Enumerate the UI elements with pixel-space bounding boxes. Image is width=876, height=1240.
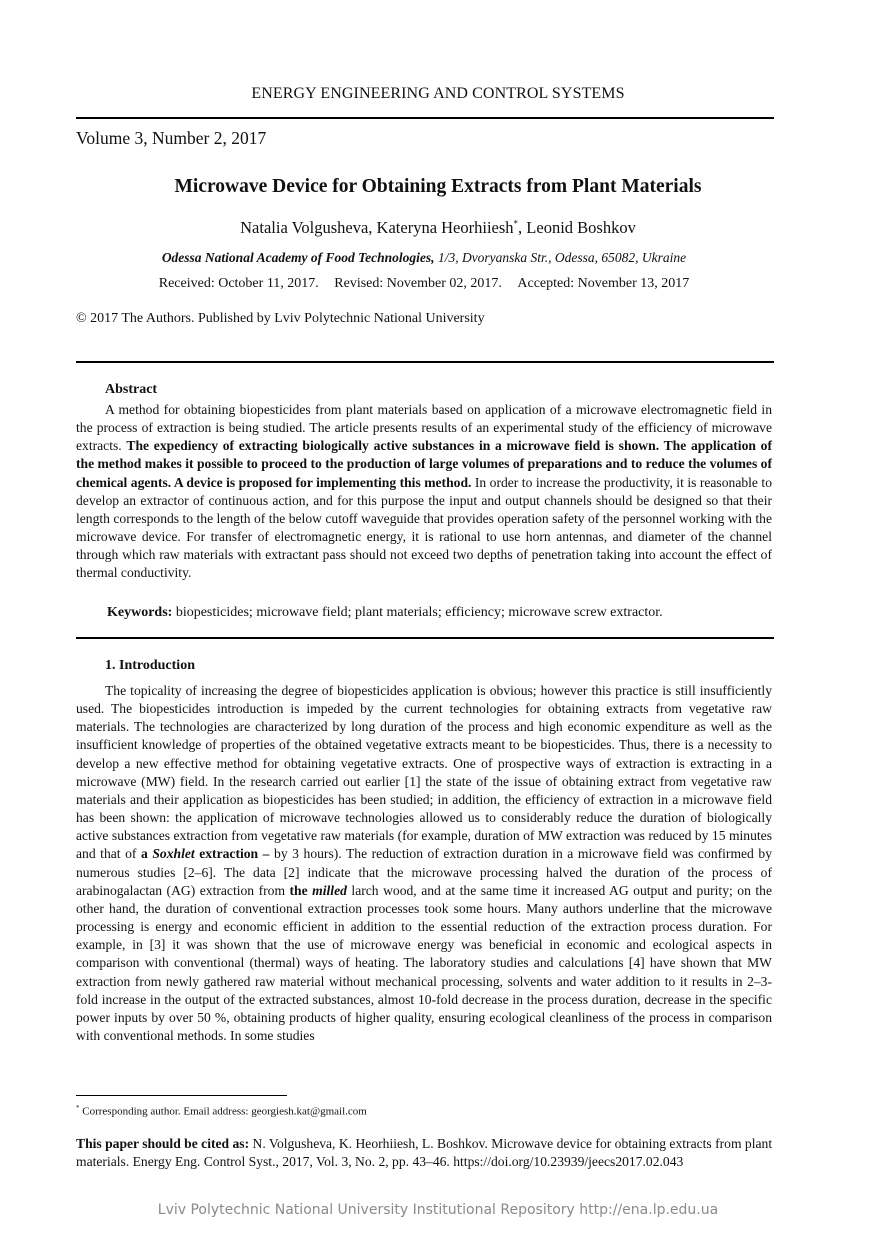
introduction-body [76, 682, 772, 1045]
abstract-body [76, 401, 772, 583]
intro-text-1: The topicality of increasing the degree of biopesticides application is obvious; however this practice is still insufficiently used. The biopesticides introduction is impeded by the current technologies for obtaining extracts from vegetative raw materials. The technologies are characterized by long duration of the process and high economic expenditure as well as the insufficient knowledge of properties of the obtained vegetative extracts meant to be biopesticides. Thus, there is a necessity to develop a new effective method for obtaining vegetative extracts. One of prospective ways of extraction is extracting in a microwave (MW) field. In the research carried out earlier [1] the state of the issue of obtaining extract from vegetative raw materials and their application as biopesticides has been studied; in addition, the efficiency of extraction in a microwave field has been shown: the application of microwave technologies allowed us to considerably reduce the duration of biologically active substances extraction from vegetative raw materials (for example, duration of MW extraction was reduced by 15 minutes and that of [76, 683, 772, 862]
author-list [0, 218, 876, 238]
repository-footer: Lviv Polytechnic National University Institutional Repository http://ena.lp.edu.ua [157, 1202, 719, 1218]
milled-term: milled [312, 882, 347, 898]
footnote-mark: * [76, 1104, 80, 1112]
abstract-text-bold: The expediency of extracting biologically active substances in a microwave field is shown. The application of the method makes it possible to proceed to the production of large volumes of preparations and to reduce the volumes of chemical agents. A device is proposed for implementing this method. [76, 438, 772, 490]
affiliation-address: 1/3, Dvoryanska Str., Odessa, 65082, Ukraine [434, 250, 687, 265]
journal-name: ENERGY ENGINEERING AND CONTROL SYSTEMS [251, 85, 625, 102]
introduction-paragraph [76, 682, 772, 1045]
soxhlet-phrase [141, 846, 269, 861]
volume-info: Volume 3, Number 2, 2017 [76, 128, 267, 148]
authors-text: Natalia Volgusheva, Kateryna Heorhiiesh [240, 218, 514, 237]
article-dates [0, 276, 848, 292]
soxhlet-pre: a [141, 846, 153, 862]
corresponding-mark: * [513, 218, 519, 229]
copyright-line: © 2017 The Authors. Published by Lviv Polytechnic National University [76, 311, 485, 326]
abstract-text-2: In order to increase the productivity, it is reasonable to develop an extractor of continuous action, and for this purpose the input and output channels should be designed so that their length corresponds to the length of the below cutoff waveguide that provides operation safety of the personnel working with the microwave device. For transfer of electromagnetic energy, it is rational to use horn antennas, and diameter of the channel through which raw materials with extractant pass should not exceed two depths of penetration taking into account the effect of thermal conductivity. [76, 474, 772, 581]
section-heading-introduction: 1. Introduction [105, 658, 195, 673]
accepted-date: Accepted: November 13, 2017 [517, 276, 690, 291]
affiliation-name: Odessa National Academy of Food Technologies, [161, 250, 435, 265]
footnote-rule [76, 1095, 287, 1096]
intro-text-3: larch wood, and at the same time it increased AG output and purity; on the other hand, the duration of conventional extraction processes took some hours. Many authors underline that the microwave processing is energy and economic efficient in addition to the essential reduction of the extraction process duration. For example, in [3] it was shown that the use of microwave energy was beneficial in economic and ecological aspects in comparison with conventional (thermal) ways of heating. The laboratory studies and calculations [4] have shown that MW extraction from newly gathered raw material without mechanical processing, solvents and water addition to it results in 2–3-fold increase in the output of the extracted substances, almost 10-fold decrease in the process duration, decrease in the specific power inputs by over 50 %, obtaining products of higher quality, ensuring ecological cleanliness of the process in comparison with conventional methods. In some studies [76, 882, 772, 1043]
received-date: Received: October 11, 2017. [158, 276, 319, 291]
abstract-text-1: A method for obtaining biopesticides from plant materials based on application of a microwave electromagnetic field in the process of extraction is being studied. The article presents results of an experimental study of the efficiency of microwave extracts. [76, 402, 772, 454]
keywords-line [107, 605, 663, 621]
revised-date: Revised: November 02, 2017. [334, 276, 502, 291]
abstract-top-rule [76, 361, 774, 363]
soxhlet-post: extraction – [194, 846, 270, 862]
keywords-label: Keywords: [107, 605, 173, 620]
keywords-text: biopesticides; microwave field; plant materials; efficiency; microwave screw extractor. [172, 605, 663, 620]
abstract-heading: Abstract [105, 382, 158, 397]
affiliation [0, 250, 848, 266]
header-rule [76, 117, 774, 119]
footnote-text: Corresponding author. Email address: georgiesh.kat@gmail.com [79, 1105, 367, 1118]
abstract-paragraph [76, 401, 772, 583]
intro-text-2: by 3 hours). The reduction of extraction duration in a microwave field was confirmed by numerous studies [2–6]. The data [2] indicate that the microwave processing halved the duration of the process of arabinogalactan (AG) extraction from [76, 846, 773, 898]
authors-text-rest: , Leonid Boshkov [518, 218, 636, 237]
milled-pre: the [289, 882, 313, 898]
milled-phrase [290, 883, 347, 898]
soxhlet-term: Soxhlet [152, 846, 195, 862]
citation-text: N. Volgusheva, K. Heorhiiesh, L. Boshkov. Microwave device for obtaining extracts from plant materials. Energy Eng. Control Syst., 2017, Vol. 3, No. 2, pp. 43–46. https://doi.org/10.23939/jeecs2017.02.043 [76, 1136, 773, 1169]
citation-block [76, 1135, 774, 1171]
keywords-bottom-rule [76, 637, 774, 639]
paper-title: Microwave Device for Obtaining Extracts from Plant Materials [174, 176, 702, 197]
footnote [76, 1104, 367, 1118]
citation-label: This paper should be cited as: [76, 1136, 250, 1151]
